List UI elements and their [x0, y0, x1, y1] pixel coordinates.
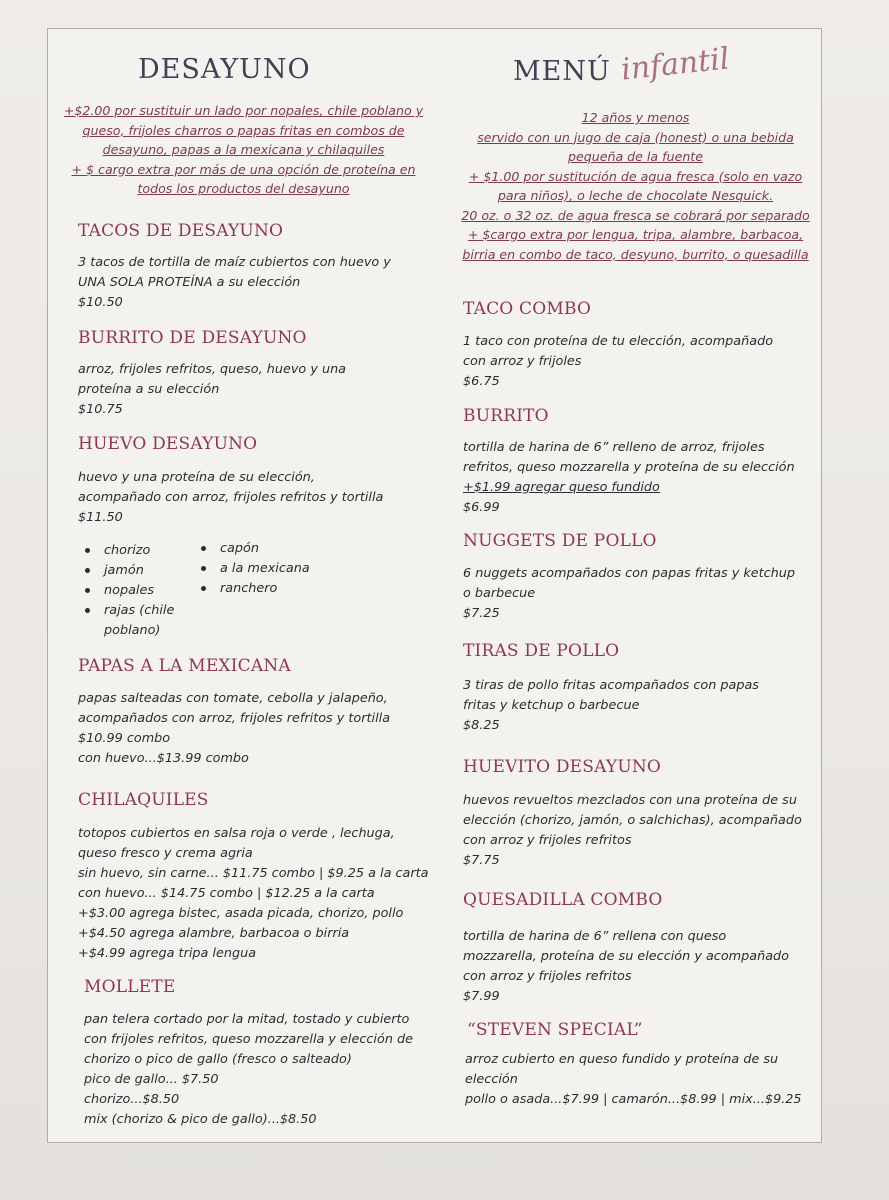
tacos-desayuno-description — [78, 253, 391, 313]
description-line: acompañado con arroz, frijoles refritos y tortilla — [78, 490, 384, 505]
chilaquiles-description — [78, 824, 428, 964]
description-line: proteína a su elección — [78, 382, 220, 397]
huevito-description — [463, 791, 802, 871]
price: $7.75 — [463, 853, 500, 868]
description-line: arroz cubierto en queso fundido y proteína de su — [465, 1052, 779, 1067]
extra-option: +$1.99 agregar queso fundido — [463, 480, 660, 495]
tiras-description — [463, 676, 759, 736]
desayuno-note-line: todos los productos del desayuno — [137, 181, 350, 196]
list-item: rajas (chile — [82, 601, 174, 621]
quesadilla-title: QUESADILLA COMBO — [463, 890, 663, 910]
description-line: pollo o asada...$7.99 | camarón...$8.99 | mix...$9.25 — [465, 1092, 802, 1107]
description-line: con huevo...$13.99 combo — [78, 751, 249, 766]
nuggets-title: NUGGETS DE POLLO — [463, 531, 657, 551]
infantil-note-line: + $1.00 por sustitución de agua fresca (solo en vazo — [468, 168, 803, 184]
desayuno-note-line: + $ cargo extra por más de una opción de proteína en — [71, 161, 416, 177]
description-line: elección (chorizo, jamón, o salchichas), acompañado — [463, 813, 802, 828]
taco-combo-description — [463, 332, 773, 392]
list-item: capón — [198, 539, 310, 559]
list-item: nopales — [82, 581, 174, 601]
infantil-note-line: 20 oz. o 32 oz. de agua fresca se cobrará por separado — [461, 207, 810, 223]
infantil-note-line: birria en combo de taco, desyuno, burrito, o quesadilla — [462, 246, 809, 262]
description-line: 3 tiras de pollo fritas acompañados con papas — [463, 678, 759, 693]
burrito-desayuno-title: BURRITO DE DESAYUNO — [78, 328, 307, 348]
price: $10.50 — [78, 295, 123, 310]
nuggets-description — [463, 564, 795, 624]
infantil-script-title: infantil — [619, 41, 732, 88]
description-line: 3 tacos de tortilla de maíz cubiertos con huevo y — [78, 255, 391, 270]
description-line: mix (chorizo & pico de gallo)...$8.50 — [84, 1112, 317, 1127]
description-line: pico de gallo... $7.50 — [84, 1072, 219, 1087]
tiras-title: TIRAS DE POLLO — [463, 641, 620, 661]
tacos-desayuno-title: TACOS DE DESAYUNO — [78, 221, 284, 241]
infantil-note-line: servido con un jugo de caja (honest) o una bebida — [477, 129, 794, 145]
list-item-continuation: poblano) — [104, 623, 161, 638]
papas-mexicana-title: PAPAS A LA MEXICANA — [78, 656, 291, 676]
description-line: +$4.50 agrega alambre, barbacoa o birria — [78, 926, 350, 941]
price: $10.75 — [78, 402, 123, 417]
mollete-description — [84, 1010, 413, 1130]
description-line: huevo y una proteína de su elección, — [78, 470, 315, 485]
burrito-description — [463, 438, 795, 518]
huevito-title: HUEVITO DESAYUNO — [463, 757, 662, 777]
description-line: 1 taco con proteína de tu elección, acompañado — [463, 334, 774, 349]
description-line: sin huevo, sin carne... $11.75 combo | $9.25 a la carta — [78, 866, 429, 881]
desayuno-title: DESAYUNO — [138, 54, 311, 85]
huevo-options-list-left — [82, 541, 174, 641]
price: $6.75 — [463, 374, 500, 389]
description-line: queso fresco y crema agria — [78, 846, 253, 861]
huevo-desayuno-description — [78, 468, 383, 528]
description-line: huevos revueltos mezclados con una proteína de su — [463, 793, 797, 808]
description-line: con huevo... $14.75 combo | $12.25 a la carta — [78, 886, 375, 901]
price: $7.99 — [463, 989, 500, 1004]
price: $6.99 — [463, 500, 500, 515]
quesadilla-description — [463, 927, 789, 1007]
description-line: fritas y ketchup o barbecue — [463, 698, 640, 713]
description-line: refritos, queso mozzarella y proteína de su elección — [463, 460, 795, 475]
price: $11.50 — [78, 510, 123, 525]
description-line: acompañados con arroz, frijoles refritos y tortilla — [78, 711, 391, 726]
mollete-title: MOLLETE — [84, 977, 176, 997]
description-line: con frijoles refritos, queso mozzarella y elección de — [84, 1032, 413, 1047]
description-line: papas salteadas con tomate, cebolla y jalapeño, — [78, 691, 388, 706]
menu-frame — [47, 28, 822, 1143]
description-line: totopos cubiertos en salsa roja o verde , lechuga, — [78, 826, 395, 841]
taco-combo-title: TACO COMBO — [463, 299, 592, 319]
list-item: jamón — [82, 561, 174, 581]
price: $8.25 — [463, 718, 500, 733]
desayuno-note-line: desayuno, papas a la mexicana y chilaquiles — [102, 142, 385, 157]
desayuno-note-line: +$2.00 por sustituir un lado por nopales, chile poblano y — [63, 103, 424, 118]
description-line: o barbecue — [463, 586, 536, 601]
list-item: chorizo — [82, 541, 174, 561]
description-line: +$3.00 agrega bistec, asada picada, chorizo, pollo — [78, 906, 404, 921]
list-item: a la mexicana — [198, 559, 310, 579]
description-line: con arroz y frijoles refritos — [463, 969, 632, 984]
description-line: elección — [465, 1072, 518, 1087]
huevo-desayuno-title: HUEVO DESAYUNO — [78, 434, 258, 454]
description-line: tortilla de harina de 6” relleno de arroz, frijoles — [463, 440, 765, 455]
description-line: $10.99 combo — [78, 731, 171, 746]
description-line: pan telera cortado por la mitad, tostado y cubierto — [84, 1012, 410, 1027]
infantil-note-line: 12 años y menos — [581, 110, 690, 125]
description-line: tortilla de harina de 6” rellena con queso — [463, 929, 727, 944]
menu-title: MENÚ — [513, 56, 611, 87]
infantil-notes — [453, 108, 818, 264]
desayuno-notes — [56, 101, 431, 199]
description-line: arroz, frijoles refritos, queso, huevo y una — [78, 362, 347, 377]
chilaquiles-title: CHILAQUILES — [78, 790, 209, 810]
burrito-title: BURRITO — [463, 406, 549, 426]
infantil-note-line: pequeña de la fuente — [568, 149, 703, 164]
description-line: con arroz y frijoles refritos — [463, 833, 632, 848]
description-line: UNA SOLA PROTEÍNA a su elección — [78, 275, 301, 290]
price: $7.25 — [463, 606, 500, 621]
description-line: mozzarella, proteína de su elección y acompañado — [463, 949, 790, 964]
description-line: con arroz y frijoles — [463, 354, 582, 369]
description-line: 6 nuggets acompañados con papas fritas y ketchup — [463, 566, 796, 581]
description-line: chorizo...$8.50 — [84, 1092, 180, 1107]
desayuno-note-line: queso, frijoles charros o papas fritas en combos de — [82, 122, 405, 138]
papas-mexicana-description — [78, 689, 390, 769]
description-line: chorizo o pico de gallo (fresco o salteado) — [84, 1052, 352, 1067]
description-line: +$4.99 agrega tripa lengua — [78, 946, 257, 961]
steven-special-description — [465, 1050, 802, 1110]
infantil-note-line: + $cargo extra por lengua, tripa, alambre, barbacoa, — [467, 227, 804, 242]
huevo-options-list-right — [198, 539, 310, 599]
list-item: ranchero — [198, 579, 310, 599]
infantil-note-line: para niños), o leche de chocolate Nesquick. — [497, 188, 774, 203]
steven-special-title: “STEVEN SPECIAL” — [467, 1020, 643, 1040]
burrito-desayuno-description — [78, 360, 346, 420]
